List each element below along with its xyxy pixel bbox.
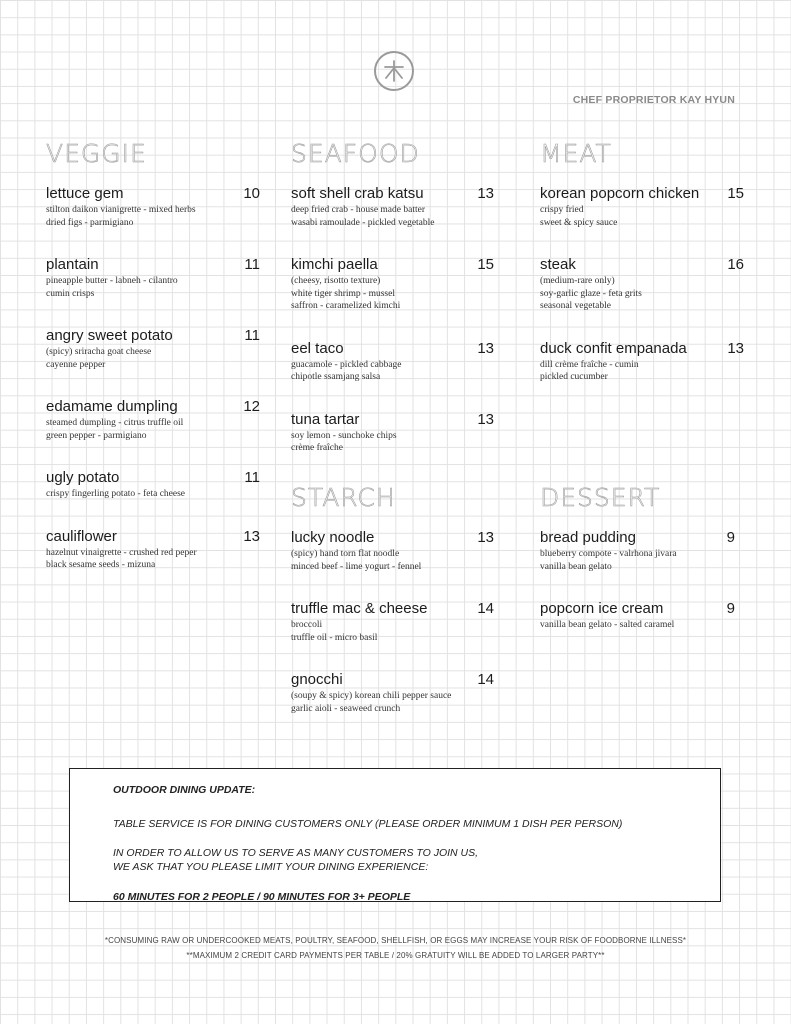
item-price: 15 xyxy=(477,256,494,273)
section-dessert xyxy=(540,484,735,632)
item-name: gnocchi xyxy=(291,671,343,688)
item-price: 15 xyxy=(727,185,744,202)
item-description: (cheesy, risotto texture) white tiger shrimp - mussel saffron - caramelized kimchi xyxy=(291,276,401,311)
item-name: plantain xyxy=(46,256,99,273)
item-name: korean popcorn chicken xyxy=(540,185,700,202)
item-name: ugly potato xyxy=(46,469,120,486)
item-description: blueberry compote - valrhona jivara vanilla bean gelato xyxy=(540,549,677,572)
item-description: pineapple butter - labneh - cilantro cumin crisps xyxy=(46,276,178,299)
menu-item xyxy=(46,468,260,501)
item-name: kimchi paella xyxy=(291,256,378,273)
menu-item xyxy=(291,339,494,384)
item-price: 12 xyxy=(243,398,260,415)
notice-line-limit-experience: IN ORDER TO ALLOW US TO SERVE AS MANY CUSTOMERS TO JOIN US, WE ASK THAT YOU PLEASE LIMIT YOUR DINING EXPERIENCE: xyxy=(113,847,479,873)
section-title-seafood: SEAFOOD xyxy=(291,139,420,168)
item-name: lucky noodle xyxy=(291,529,375,546)
notice-line-time-limits: 60 MINUTES FOR 2 PEOPLE / 90 MINUTES FOR 3+ PEOPLE xyxy=(113,891,411,903)
menu-item xyxy=(46,184,260,229)
item-price: 13 xyxy=(477,529,494,546)
item-price: 11 xyxy=(244,256,260,273)
item-price: 11 xyxy=(244,327,260,344)
item-price: 9 xyxy=(726,600,735,617)
item-description: broccoli truffle oil - micro basil xyxy=(291,620,378,643)
item-description: (soupy & spicy) korean chili pepper sauce garlic aioli - seaweed crunch xyxy=(291,691,452,714)
item-description: deep fried crab - house made batter wasabi ramoulade - pickled vegetable xyxy=(291,205,435,228)
menu-item xyxy=(46,326,260,371)
section-title-veggie: VEGGIE xyxy=(46,139,147,168)
section-meat xyxy=(540,140,744,384)
menu-item xyxy=(46,527,260,572)
item-description: hazelnut vinaigrette - crushed red peper black sesame seeds - mizuna xyxy=(46,547,197,570)
notice-heading: OUTDOOR DINING UPDATE: xyxy=(113,784,256,796)
footer-payment-policy: **MAXIMUM 2 CREDIT CARD PAYMENTS PER TABLE / 20% GRATUITY WILL BE ADDED TO LARGER PARTY** xyxy=(186,951,605,960)
section-title-dessert: DESSERT xyxy=(540,483,661,512)
item-description: guacamole - pickled cabbage chipotle ssamjang salsa xyxy=(291,359,402,382)
item-price: 13 xyxy=(727,339,744,357)
item-name: cauliflower xyxy=(46,527,117,545)
item-price: 13 xyxy=(477,339,494,357)
section-seafood xyxy=(291,140,494,455)
menu-item xyxy=(540,599,735,632)
item-price: 9 xyxy=(726,529,735,546)
menu-item xyxy=(291,599,494,644)
menu-item xyxy=(291,410,494,455)
outdoor-dining-notice xyxy=(69,768,721,902)
item-price: 14 xyxy=(477,671,494,688)
section-starch xyxy=(291,484,494,715)
menu-item xyxy=(540,528,735,573)
item-description: stilton daikon vianigrette - mixed herbs dried figs - parmigiano xyxy=(46,205,196,228)
item-name: bread pudding xyxy=(540,529,636,546)
menu-item xyxy=(46,255,260,300)
tree-character-logo-icon xyxy=(382,59,406,83)
item-name: angry sweet potato xyxy=(46,327,173,344)
section-veggie xyxy=(46,139,260,572)
item-name: tuna tartar xyxy=(291,410,360,428)
section-title-starch: STARCH xyxy=(291,483,396,512)
menu-item xyxy=(540,184,744,229)
item-description: (spicy) hand torn flat noodle minced beef - lime yogurt - fennel xyxy=(291,549,422,572)
menu-item xyxy=(291,670,494,715)
item-description: (medium-rare only) soy-garlic glaze - feta grits seasonal vegetable xyxy=(540,276,642,311)
menu-item xyxy=(46,397,260,442)
item-name: edamame dumpling xyxy=(46,398,178,415)
notice-line-table-service: TABLE SERVICE IS FOR DINING CUSTOMERS ONLY (PLEASE ORDER MINIMUM 1 DISH PER PERSON) xyxy=(113,817,623,830)
item-price: 13 xyxy=(477,185,494,202)
item-price: 13 xyxy=(477,410,494,428)
item-price: 14 xyxy=(477,600,494,617)
menu-item xyxy=(291,184,494,229)
item-price: 10 xyxy=(243,185,260,202)
item-name: duck confit empanada xyxy=(540,339,687,357)
menu-item xyxy=(291,255,494,313)
item-description: dill crème fraîche - cumin pickled cucumber xyxy=(540,359,639,382)
item-name: soft shell crab katsu xyxy=(291,185,424,202)
menu-item xyxy=(291,528,494,573)
item-description: crispy fingerling potato - feta cheese xyxy=(46,489,186,499)
item-name: lettuce gem xyxy=(46,185,124,202)
restaurant-logo xyxy=(374,51,414,91)
item-description: soy lemon - sunchoke chips crème fraîche xyxy=(291,430,397,453)
item-price: 16 xyxy=(727,256,744,273)
item-description: steamed dumpling - citrus truffle oil green pepper - parmigiano xyxy=(46,418,184,441)
item-description: (spicy) sriracha goat cheese cayenne pepper xyxy=(46,347,152,370)
item-name: steak xyxy=(540,256,576,273)
section-title-meat: MEAT xyxy=(540,139,612,168)
item-description: vanilla bean gelato - salted caramel xyxy=(540,620,675,630)
chef-proprietor-line: CHEF PROPRIETOR KAY HYUN xyxy=(572,94,735,106)
item-name: popcorn ice cream xyxy=(540,600,664,617)
menu-item xyxy=(540,339,744,384)
menu-item xyxy=(540,255,744,313)
item-price: 11 xyxy=(244,469,260,486)
item-name: eel taco xyxy=(291,339,344,357)
item-price: 13 xyxy=(243,527,260,545)
item-description: crispy fried sweet & spicy sauce xyxy=(540,205,618,228)
footer-health-warning: *CONSUMING RAW OR UNDERCOOKED MEATS, POULTRY, SEAFOOD, SHELLFISH, OR EGGS MAY INCREASE YOUR RISK OF FOODBORNE ILLNESS* xyxy=(104,936,687,945)
item-name: truffle mac & cheese xyxy=(291,600,428,617)
